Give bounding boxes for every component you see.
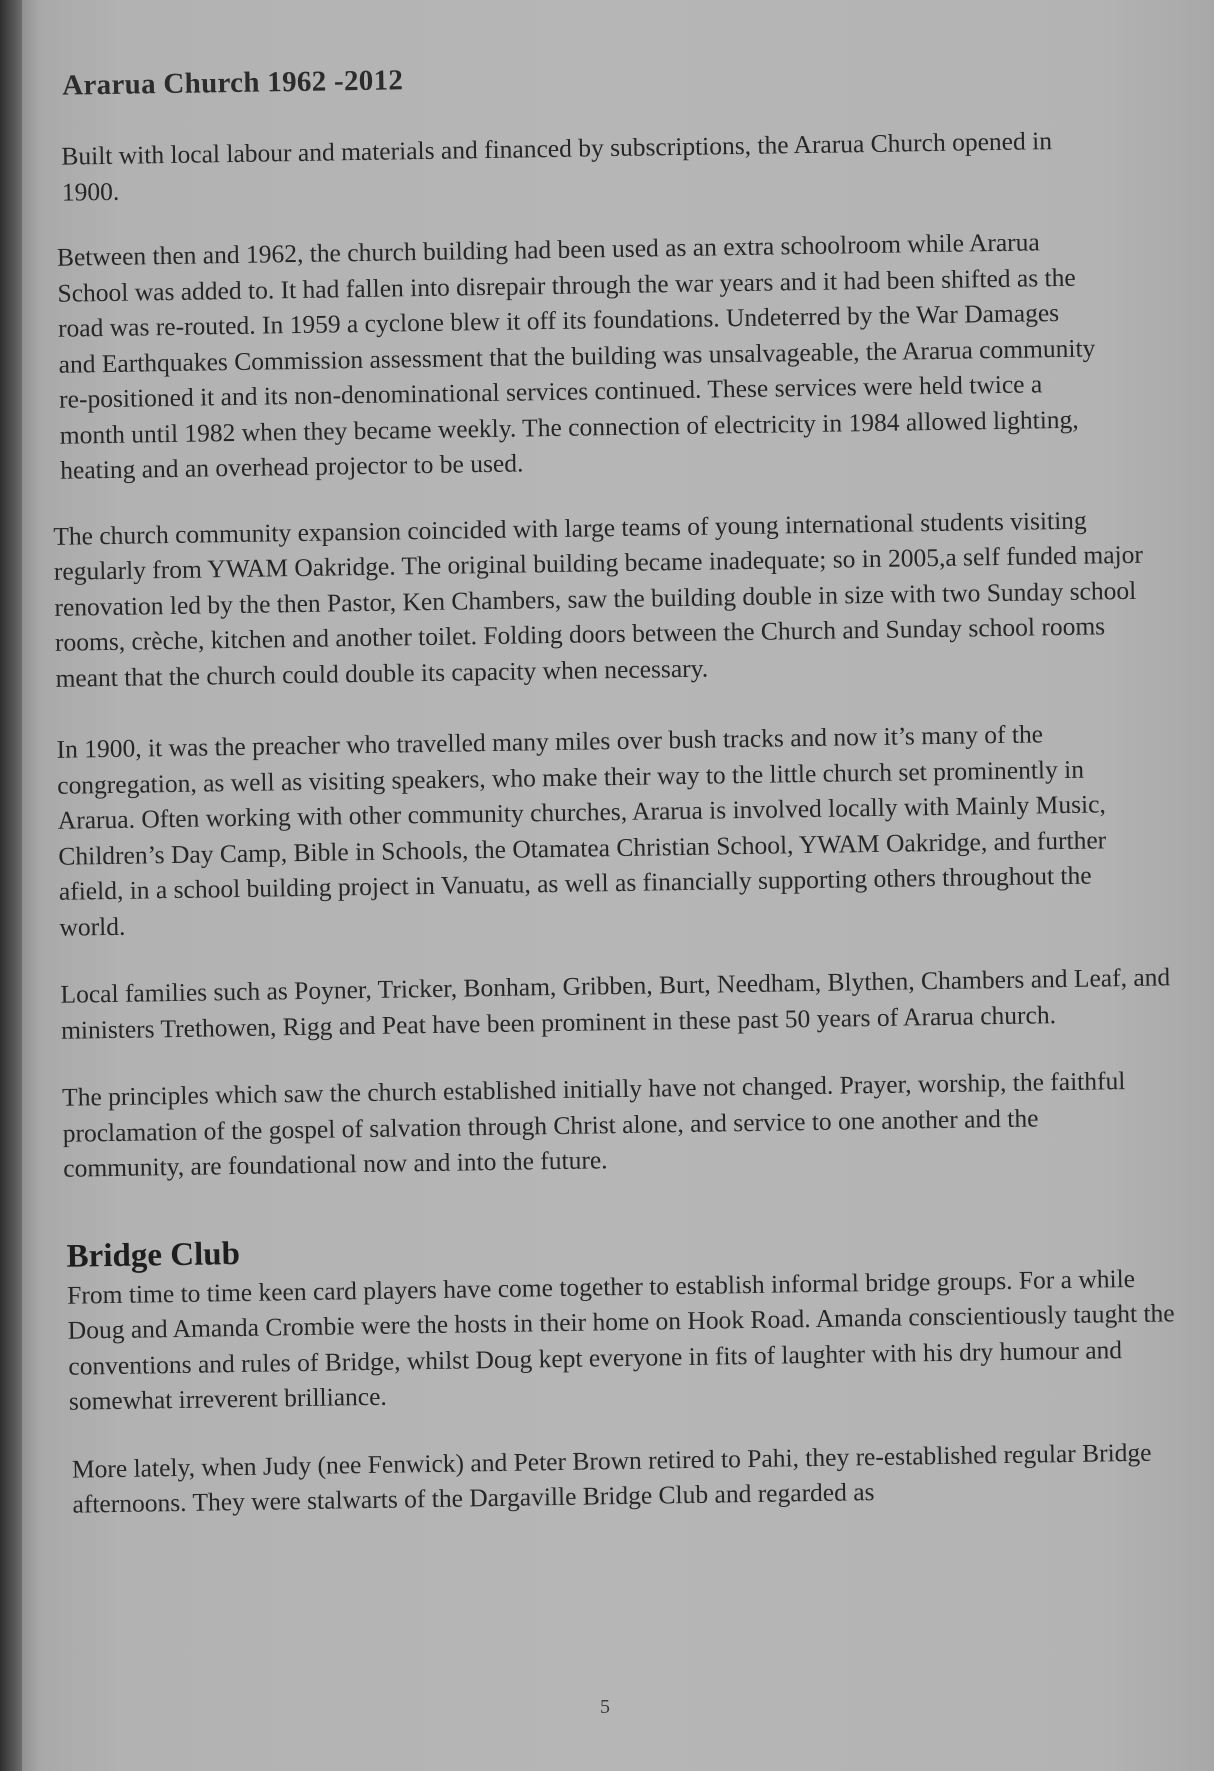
book-spine-shadow xyxy=(0,0,22,1771)
church-paragraph-4: In 1900, it was the preacher who travelled many miles over bush tracks and now it’s many of the congregation, as well as visiting speakers, who make their way to the little church set prominently in Ararua. Often working with other community churches, Ararua is involved locally with Mainly Music, Children’s Day Camp, Bible in Schools, the Otamatea Christian School, YWAM Oakridge, and further afield, in a school building project in Vanuatu, as well as financially supporting others throughout the world. xyxy=(56,719,1107,942)
church-paragraph-1: Built with local labour and materials and financed by subscriptions, the Ararua Church opened in 1900. xyxy=(61,126,1053,207)
bridge-club-heading: Bridge Club xyxy=(66,1235,241,1275)
bridge-paragraph-1: From time to time keen card players have come together to establish informal bridge groups. For a while Doug and Amanda Crombie were the hosts in their home on Hook Road. Amanda conscientiously taught the conventions and rules of Bridge, whilst Doug kept everyone in fits of laughter with his dry humour and somewhat irreverent brilliance. xyxy=(67,1263,1175,1416)
bridge-paragraph-2: More lately, when Judy (nee Fenwick) and Peter Brown retired to Pahi, they re-established regular Bridge afternoons. They were stalwarts of the Dargaville Bridge Club and regarded as xyxy=(71,1437,1152,1519)
church-paragraph-3: The church community expansion coincided with large teams of young international students visiting regularly from YWAM Oakridge. The original building became inadequate; so in 2005,a self funded major renovation led by the then Pastor, Ken Chambers, saw the building double in size with two Sunday school rooms, crèche, kitchen and another toilet. Folding doors between the Church and Sunday school rooms meant that the church could double its capacity when necessary. xyxy=(53,505,1144,693)
page-content xyxy=(40,52,1183,1522)
bridge-club-section xyxy=(66,1221,1182,1522)
church-paragraph-2: Between then and 1962, the church building had been used as an extra schoolroom while Ararua School was added to. It had fallen into disrepair through the war years and it had been shifted as the road was re-routed. In 1959 a cyclone blew it off its foundations. Undeterred by the War Damages and Earthquakes Commission assessment that the building was unsalvageable, the Ararua community re-positioned it and its non-denominational services continued. These services were held twice a month until 1982 when they became weekly. The connection of electricity in 1984 allowed lighting, heating and an overhead projector to be used. xyxy=(56,227,1096,485)
church-paragraph-5: Local families such as Poyner, Tricker, Bonham, Gribben, Burt, Needham, Blythen, Chambers and Leaf, and ministers Trethowen, Rigg and Peat have been prominent in these past 50 years of Ararua church. xyxy=(60,962,1171,1045)
church-paragraph-6: The principles which saw the church established initially have not changed. Prayer, worship, the faithful proclamation of the gospel of salvation through Christ alone, and service to one another and the community, are foundational now and into the future. xyxy=(61,1066,1126,1183)
page-number: 5 xyxy=(600,1696,610,1718)
ararua-church-heading: Ararua Church 1962 -2012 xyxy=(61,64,404,102)
